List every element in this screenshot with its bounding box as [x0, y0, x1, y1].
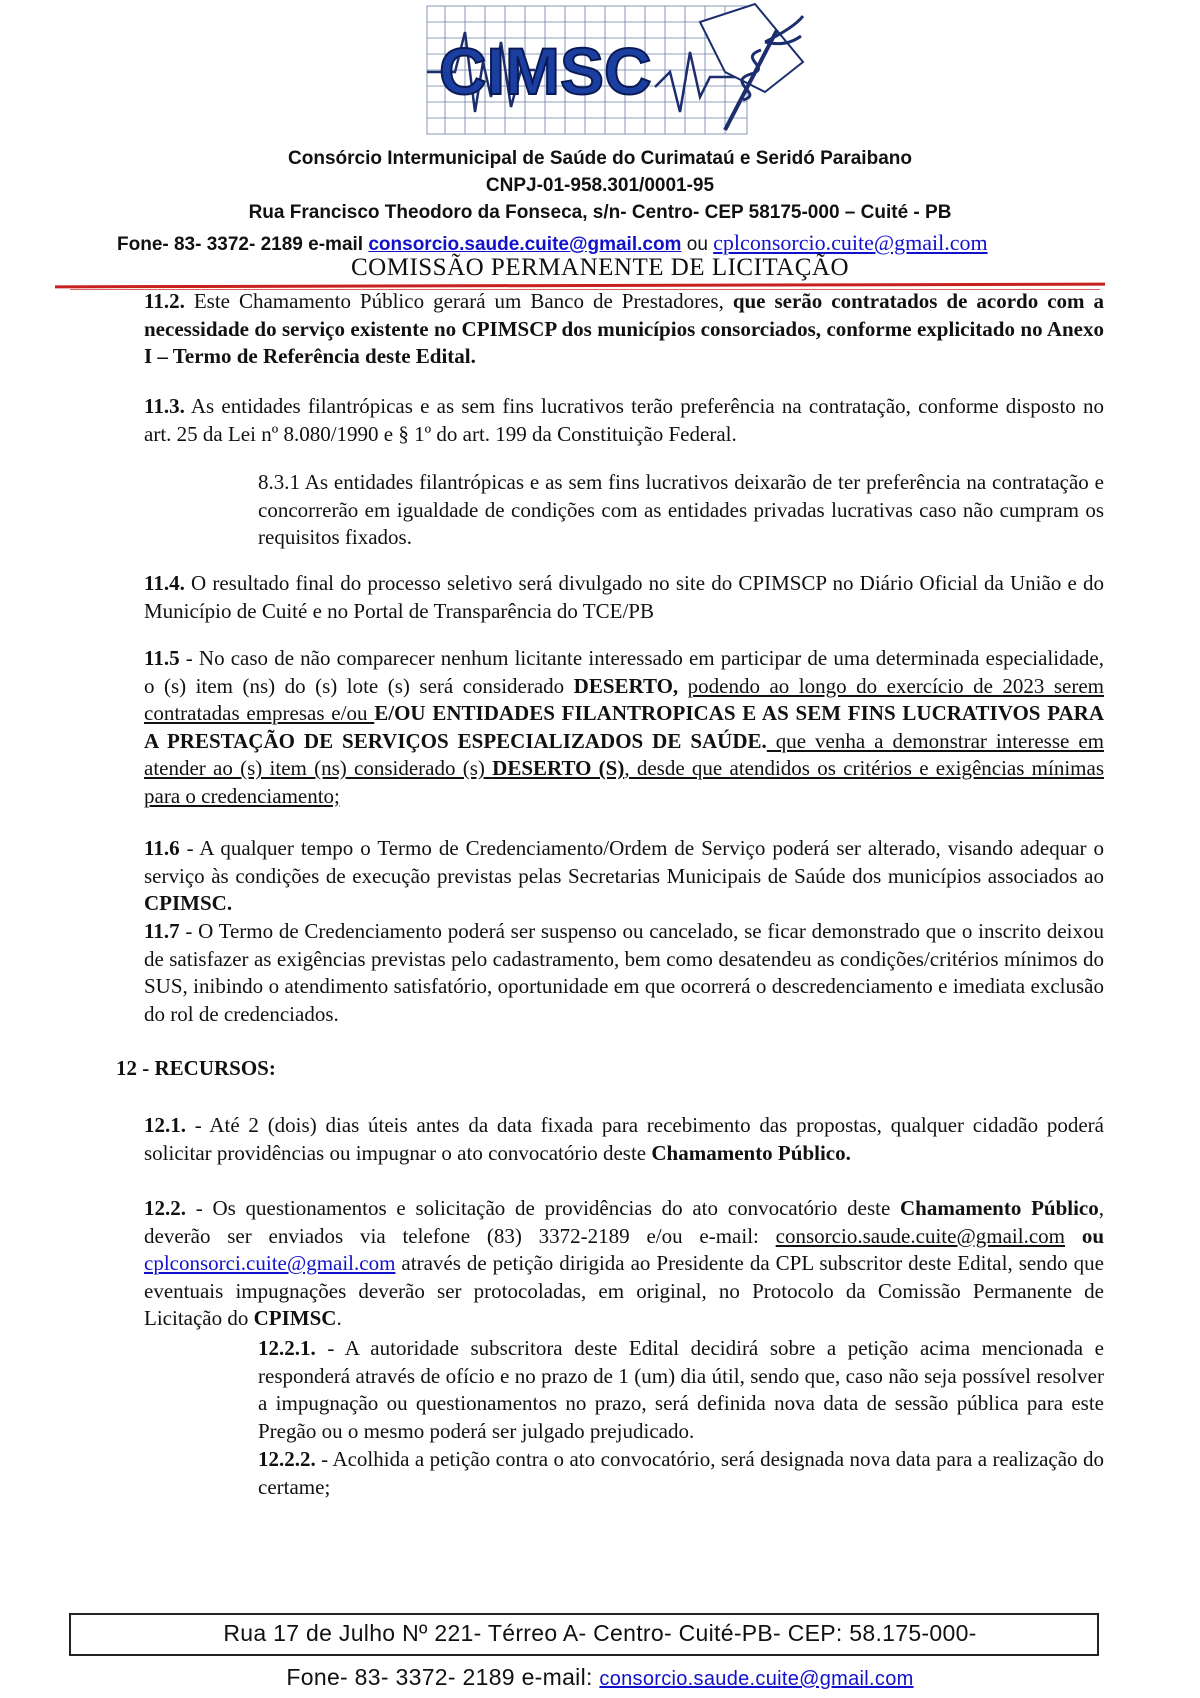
commission-title: COMISSÃO PERMANENTE DE LICITAÇÃO	[350, 254, 850, 281]
org-cnpj: CNPJ-01-958.301/0001-95	[485, 175, 715, 196]
contact-phone: Fone- 83- 3372- 2189 e-mail	[117, 234, 369, 255]
clause-11-3: 11.3. As entidades filantrópicas e as sem fins lucrativos terão preferência na contratação, conforme disposto no art. 25 da Lei nº 8.080/1990 e § 1º do art. 199 da Constituição Federal.	[144, 394, 1104, 446]
footer-phone: Fone- 83- 3372- 2189 e-mail:	[286, 1664, 600, 1690]
clause-12-2: 12.2. - Os questionamentos e solicitação de providências do ato convocatório deste Chamamento Público, deverão ser enviados via telefone (83) 3372-2189 e/ou e-mail: consorcio.saude.cuite@gmail.com ou cplconsorci.cuite@gmail.com através de petição dirigida ao Presidente da CPL subscritor deste Edital, sendo que eventuais impugnações deverão ser protocoladas, em original, no Protocolo da Comissão Permanente de Licitação do CPIMSC.	[144, 1196, 1105, 1330]
footer-address: Rua 17 de Julho Nº 221- Térreo A- Centro- Cuité-PB- CEP: 58.175-000-	[223, 1620, 977, 1646]
org-contact	[117, 230, 1117, 256]
footer-contact	[0, 1664, 1200, 1691]
contact-or: ou	[681, 234, 714, 255]
clause-11-5: 11.5 - No caso de não comparecer nenhum licitante interessado em participar de uma determinada especialidade, o (s) item (ns) do (s) lote (s) será considerado DESERTO, podendo ao longo do exercício de 2023 serem contratadas empresas e/ou E/OU ENTIDADES FILANTROPICAS E AS SEM FINS LUCRATIVOS PARA A PRESTAÇÃO DE SERVIÇOS ESPECIALIZADOS DE SAÚDE. que venha a demonstrar interesse em atender ao (s) item (ns) considerado (s) DESERTO (S), desde que atendidos os critérios e exigências mínimas para o credenciamento;	[144, 646, 1105, 808]
clause-11-4: 11.4. O resultado final do processo seletivo será divulgado no site do CPIMSCP no Diário Oficial da União e do Município de Cuité e no Portal de Transparência do TCE/PB	[144, 571, 1104, 623]
clause-12-1: 12.1. - Até 2 (dois) dias úteis antes da data fixada para recebimento das propostas, qualquer cidadão poderá solicitar providências ou impugnar o ato convocatório deste Chamamento Público.	[144, 1113, 1104, 1165]
logo-text: CIMSC	[439, 34, 652, 108]
cpl-email-link[interactable]: cplconsorcio.cuite@gmail.com	[713, 230, 988, 255]
org-name: Consórcio Intermunicipal de Saúde do Curimataú e Seridó Paraibano	[288, 148, 912, 169]
clause-8-3-1: 8.3.1 As entidades filantrópicas e as sem fins lucrativos deixarão de ter preferência na contratação e concorrerão em igualdade de condições com as entidades privadas lucrativas caso não cumpram os requisitos fixados.	[258, 470, 1104, 549]
cimsc-logo	[425, 2, 805, 152]
clause-11-7: 11.7 - O Termo de Credenciamento poderá ser suspenso ou cancelado, se ficar demonstrado que o inscrito deixou de satisfazer as exigências previstas pelo cadastramento, bem como desatendeu as condições/critérios mínimos do SUS, inibindo o atendimento satisfatório, oportunidade em que ocorrerá o descredenciamento e imediata exclusão do rol de credenciados.	[144, 919, 1104, 1026]
clause-12-2-2: 12.2.2. - Acolhida a petição contra o ato convocatório, será designada nova data para a realização do certame;	[258, 1447, 1104, 1499]
footer-email-link[interactable]: consorcio.saude.cuite@gmail.com	[599, 1668, 914, 1690]
cpl-email-link-body[interactable]: cplconsorci.cuite@gmail.com	[144, 1251, 396, 1275]
contact-email-link[interactable]: consorcio.saude.cuite@gmail.com	[368, 234, 682, 255]
clause-11-2: 11.2. Este Chamamento Público gerará um Banco de Prestadores, que serão contratados de acordo com a necessidade do serviço existente no CPIMSCP dos municípios consorciados, conforme explicitado no Anexo I – Termo de Referência deste Edital.	[144, 289, 1104, 368]
clause-12-2-1: 12.2.1. - A autoridade subscritora deste Edital decidirá sobre a petição acima mencionada e responderá através de ofício e no prazo de 1 (um) dia útil, sendo que, caso não seja possível resolver a impugnação ou questionamentos no prazo, será definida nova data de sessão pública para este Pregão ou o mesmo poderá ser julgado prejudicado.	[258, 1336, 1104, 1443]
clause-11-6: 11.6 - A qualquer tempo o Termo de Credenciamento/Ordem de Serviço poderá ser alterado, visando adequar o serviço às condições de execução previstas pelas Secretarias Municipais de Saúde dos municípios associados ao CPIMSC.	[144, 836, 1104, 915]
section-heading-recursos: 12 - RECURSOS:	[116, 1056, 276, 1080]
org-address: Rua Francisco Theodoro da Fonseca, s/n- Centro- CEP 58175-000 – Cuité - PB	[248, 202, 952, 223]
email-saude-text: consorcio.saude.cuite@gmail.com	[775, 1223, 1066, 1248]
